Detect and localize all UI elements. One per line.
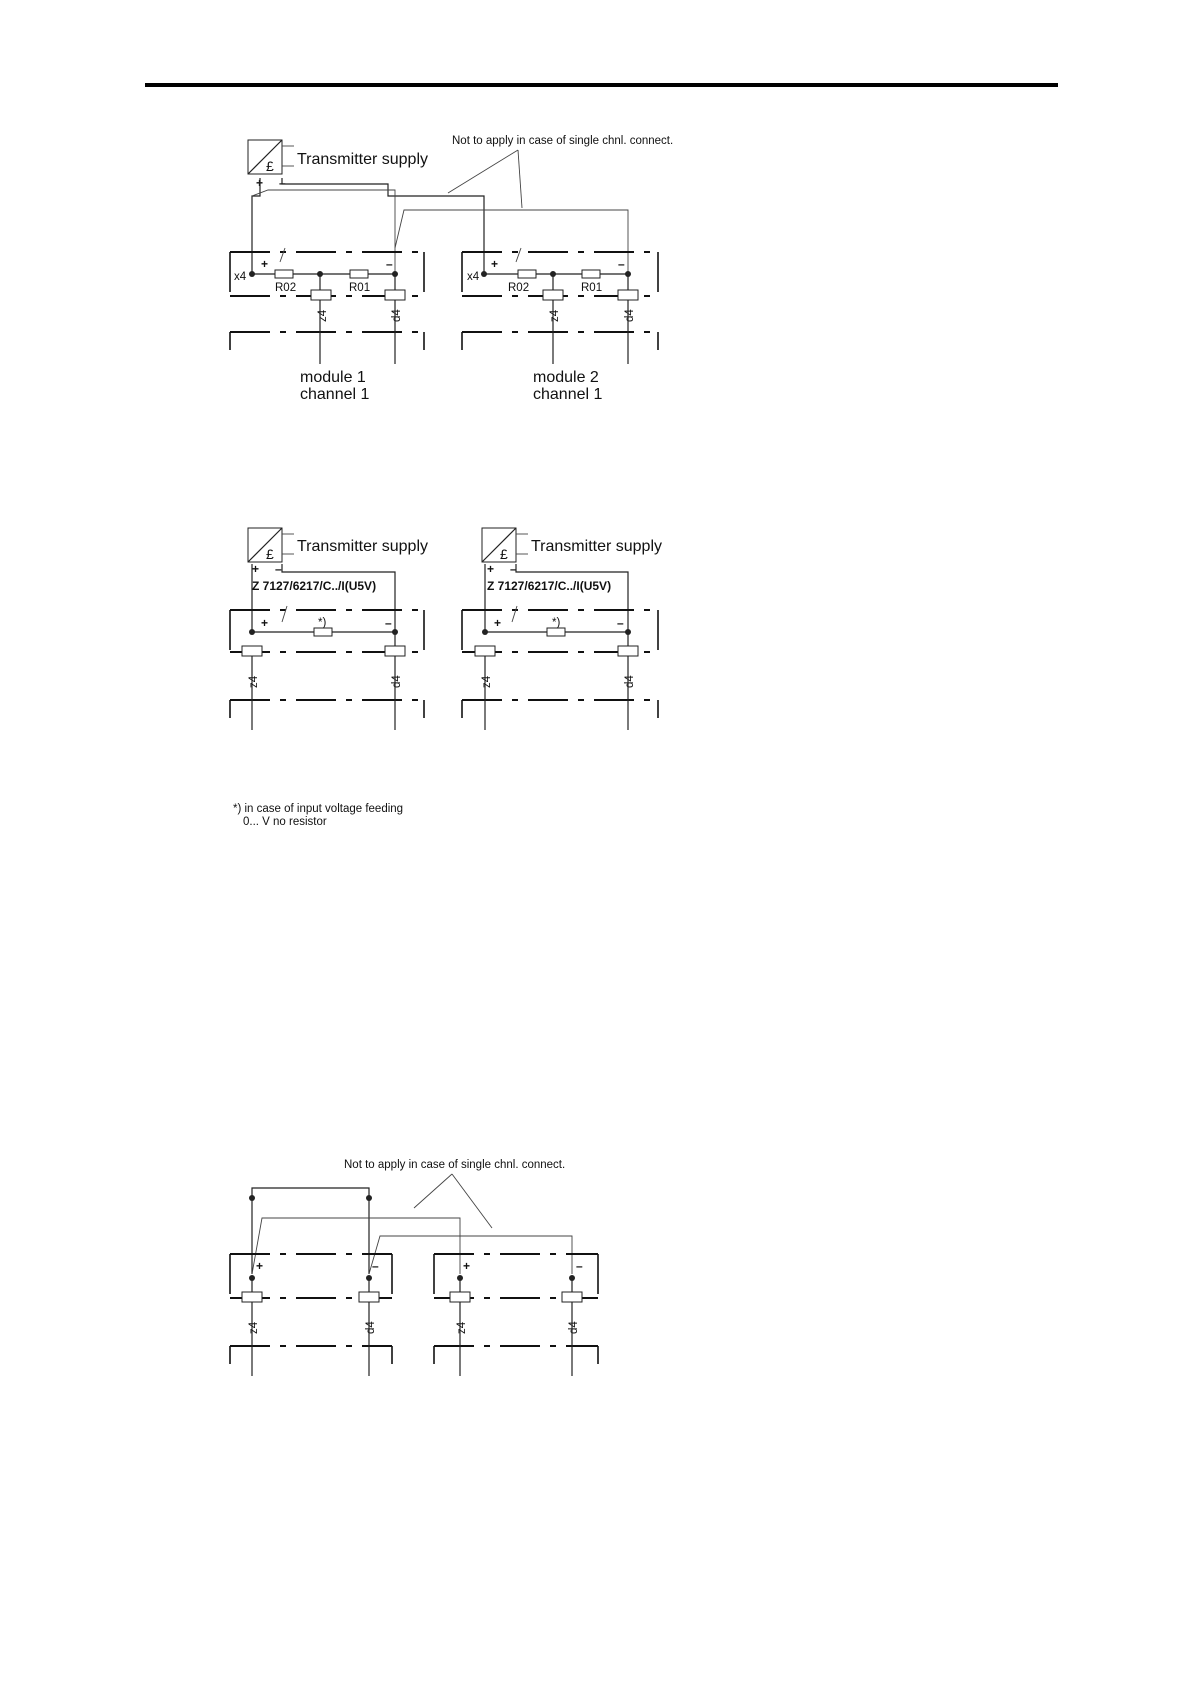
transmitter-supply-icon: [482, 528, 528, 562]
footnote-line-1: *) in case of input voltage feeding: [233, 803, 404, 815]
d3-left-term-d4: d4: [365, 1321, 377, 1334]
diagram-3-direct-connection: [230, 1159, 598, 1376]
supply-label: Transmitter supply: [297, 151, 428, 168]
left-supply-minus: –: [275, 562, 282, 576]
right-term-d4: d4: [624, 675, 636, 688]
d3-left-minus: –: [372, 1259, 379, 1273]
supply-glyph: £: [266, 158, 274, 174]
module-1-block: [230, 248, 424, 403]
right-term-z4: z4: [481, 675, 493, 688]
left-minus: –: [385, 616, 392, 630]
m2-x4: x4: [467, 271, 480, 283]
diagram-3-right-block: [434, 1254, 598, 1376]
supply-plus: +: [256, 176, 264, 190]
d3-left-term-z4: z4: [248, 1321, 260, 1334]
left-plus: +: [261, 616, 269, 630]
cross-wire-3a: [252, 1218, 460, 1274]
right-plus: +: [494, 616, 502, 630]
m1-r02-label: R02: [275, 282, 297, 294]
m1-plus: +: [261, 257, 269, 271]
d3-left-plus: +: [256, 1259, 264, 1273]
supply-glyph: £: [266, 546, 274, 562]
supply-label-right: Transmitter supply: [531, 538, 662, 555]
right-supply-plus: +: [487, 562, 495, 576]
m2-resistor-r01: [582, 270, 600, 278]
right-supply-minus: –: [510, 562, 517, 576]
m1-module-label: module 1: [300, 369, 366, 386]
supply-wire-m2: [282, 178, 484, 274]
right-resistor-mark: *): [552, 617, 561, 629]
bridge-wire: [252, 1188, 369, 1274]
note-label: Not to apply in case of single chnl. connect.: [452, 135, 674, 147]
d3-right-plus: +: [463, 1259, 471, 1273]
left-supply-plus: +: [252, 562, 260, 576]
m1-x4: x4: [234, 271, 247, 283]
m2-r02-label: R02: [508, 282, 530, 294]
m2-plus: +: [491, 257, 499, 271]
supply-label-left: Transmitter supply: [297, 538, 428, 555]
diagram-2-left-unit: [230, 528, 428, 730]
diagram-2-right-unit: [462, 528, 662, 730]
m1-term-d4: d4: [391, 309, 403, 322]
m2-minus: –: [618, 257, 625, 271]
transmitter-supply-icon: [248, 140, 294, 174]
m1-minus: –: [386, 257, 393, 271]
m2-term-z4: z4: [549, 309, 561, 322]
footnote-line-2: 0... V no resistor: [243, 816, 327, 828]
diagram-3-left-block: [230, 1254, 392, 1376]
m2-module-label: module 2: [533, 369, 599, 386]
supply-minus: –: [279, 176, 286, 190]
cross-wire-b: [395, 210, 628, 274]
supply-plus-wire-m1: [252, 178, 260, 274]
m1-channel-label: channel 1: [300, 386, 370, 403]
left-term-z4: z4: [248, 675, 260, 688]
diagram-2-single-supply: [230, 528, 662, 828]
transmitter-supply-icon: [248, 528, 294, 562]
diagram-1-two-channel-supply: [230, 135, 673, 403]
left-resistor: [314, 628, 332, 636]
note-leader-right: [518, 150, 522, 208]
left-term-d4: d4: [391, 675, 403, 688]
supply-glyph: £: [500, 546, 508, 562]
m2-term-d4: d4: [624, 309, 636, 322]
module-2-block: [462, 248, 658, 403]
note-leader-left: [448, 150, 518, 193]
right-resistor: [547, 628, 565, 636]
m2-r01-label: R01: [581, 282, 603, 294]
m1-resistor-r02: [275, 270, 293, 278]
m2-channel-label: channel 1: [533, 386, 603, 403]
left-resistor-mark: *): [318, 617, 327, 629]
cross-wire-a: [252, 190, 395, 274]
right-minus: –: [617, 616, 624, 630]
m1-term-z4: z4: [317, 309, 329, 322]
m2-resistor-r02: [518, 270, 536, 278]
d3-right-minus: –: [576, 1259, 583, 1273]
d3-right-term-z4: z4: [456, 1321, 468, 1334]
m1-r01-label: R01: [349, 282, 371, 294]
cable-label-left: Z 7127/6217/C../I(U5V): [252, 579, 377, 593]
cable-label-right: Z 7127/6217/C../I(U5V): [487, 579, 612, 593]
m1-resistor-r01: [350, 270, 368, 278]
d3-right-term-d4: d4: [568, 1321, 580, 1334]
note-label-3: Not to apply in case of single chnl. connect.: [344, 1159, 566, 1171]
